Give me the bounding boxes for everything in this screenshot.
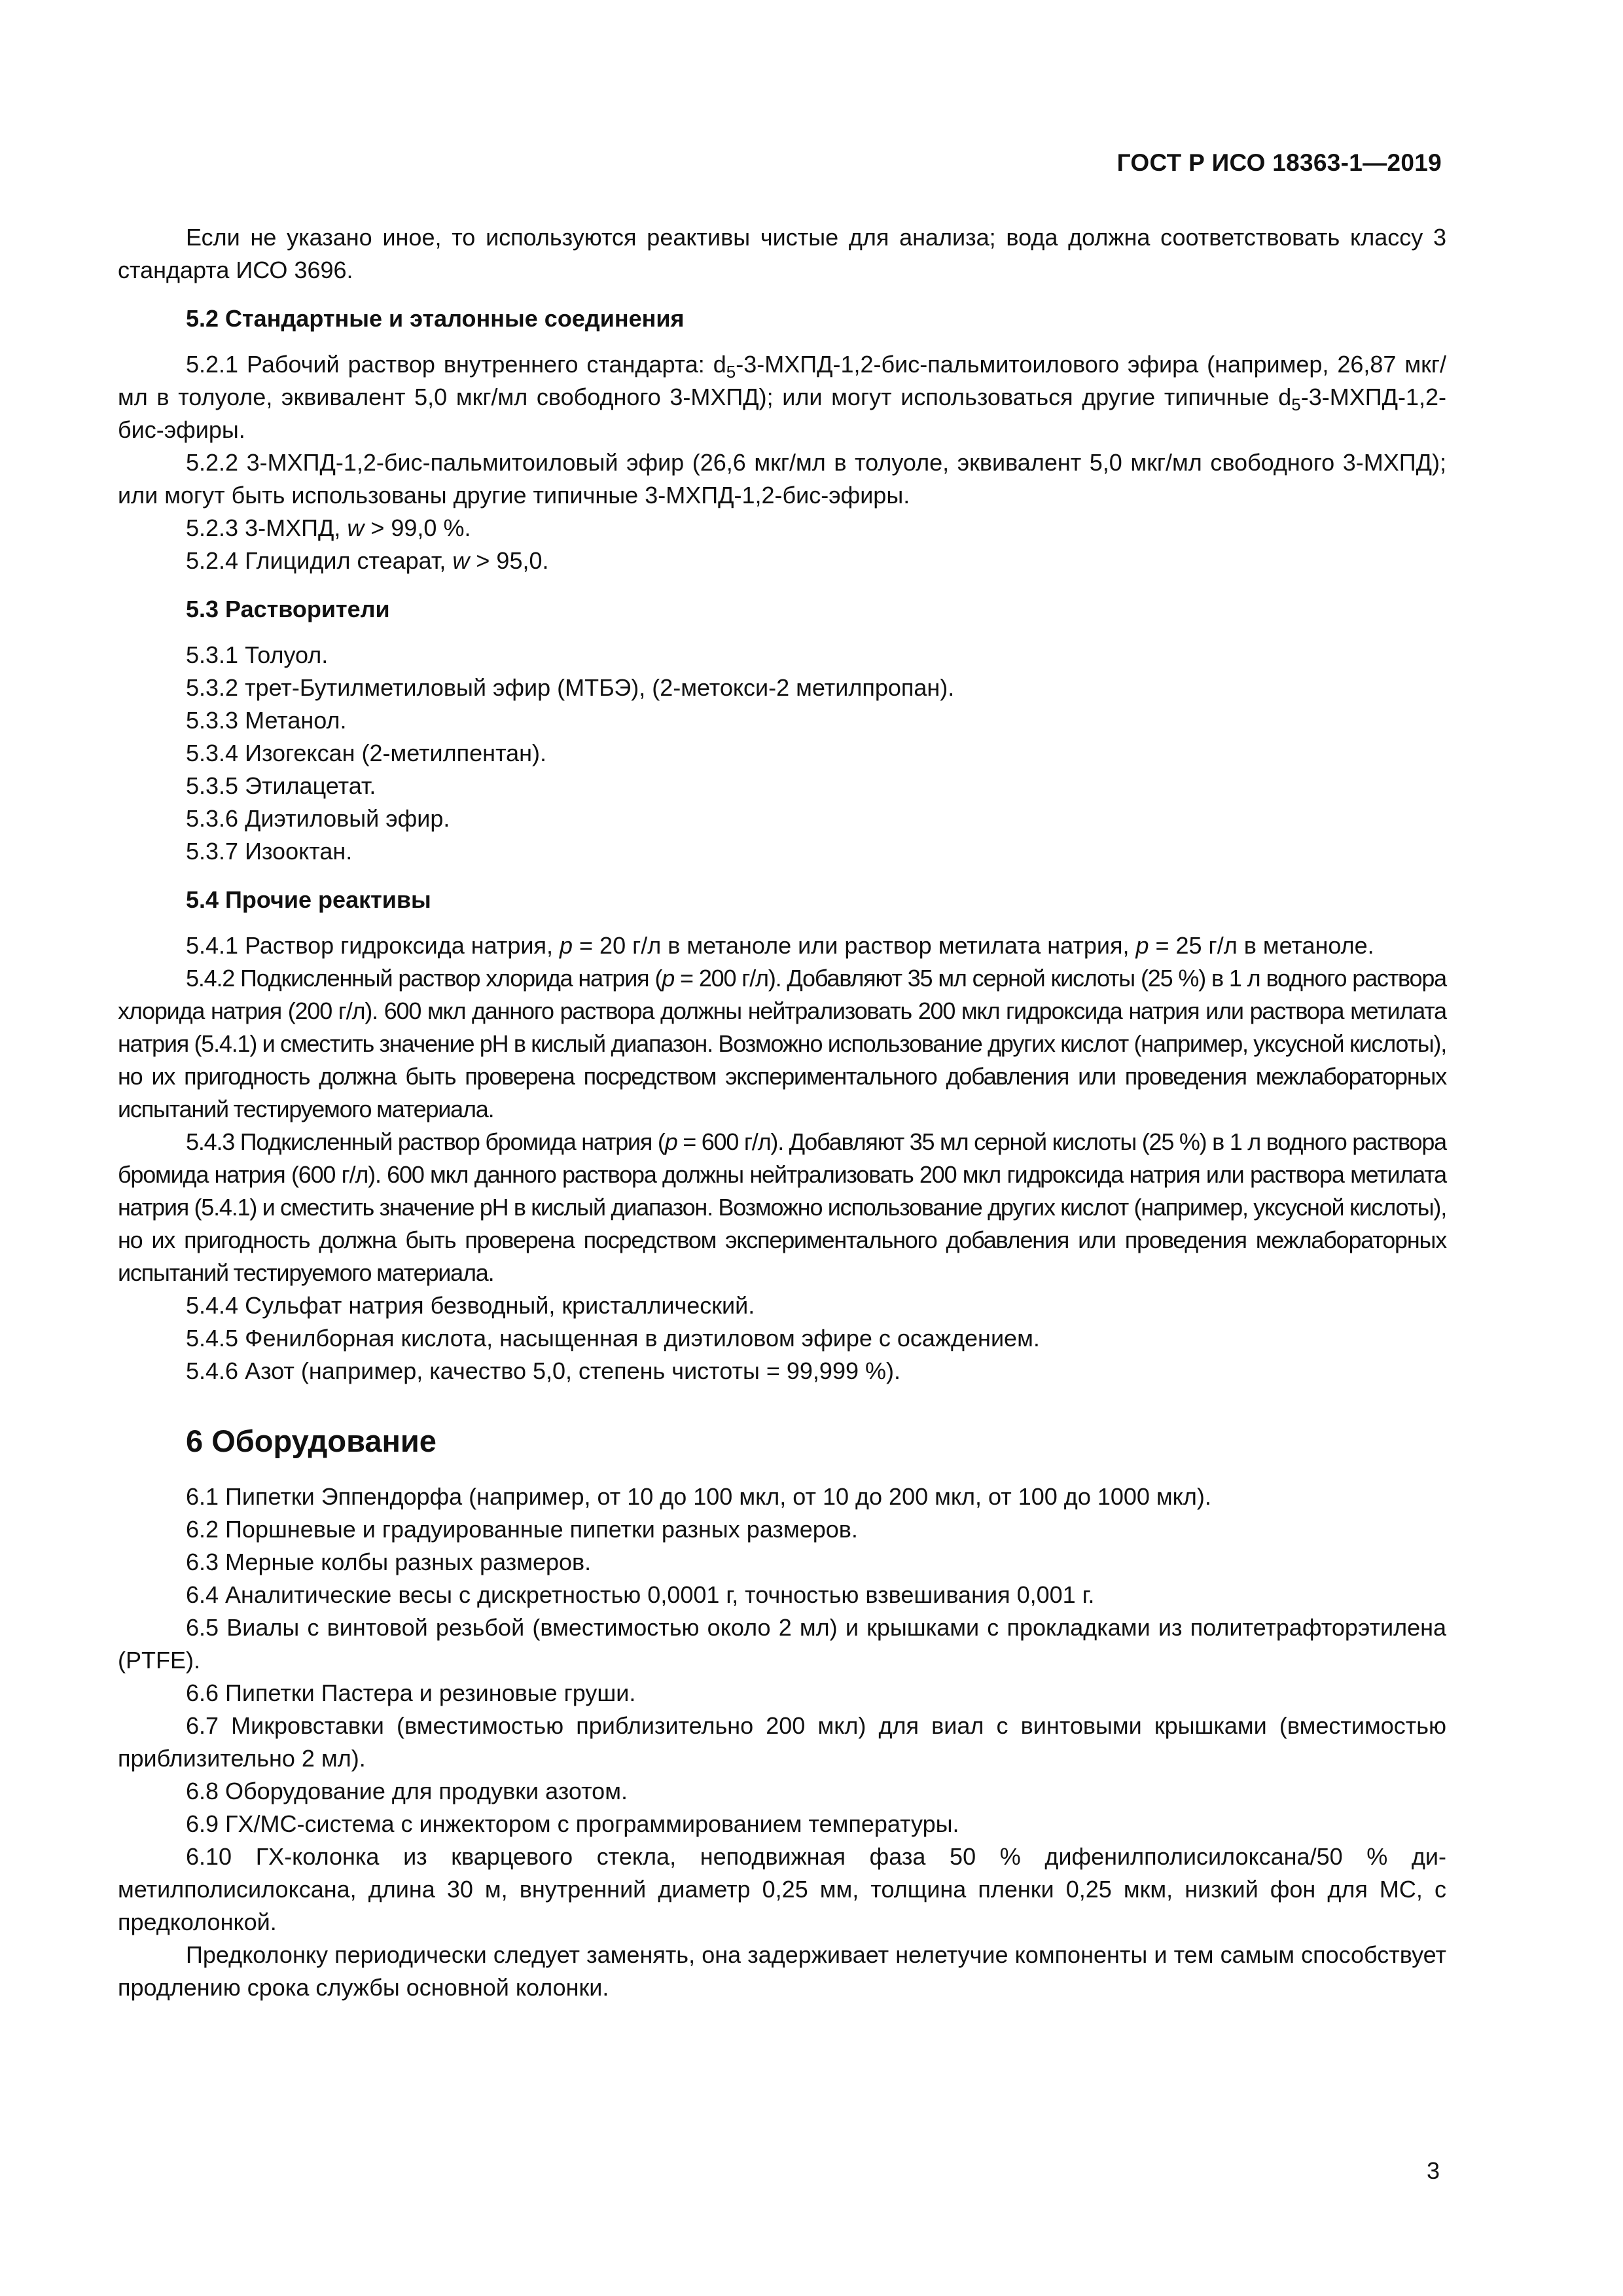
text-run: -3-МХПД-1,2-бис-эфиры. [118,384,1446,443]
list-item: 5.3.1 Толуол. [186,641,329,668]
section-5-2-heading: 5.2 Стандартные и эталонные соединения [186,305,685,332]
text-run: 5.4.3 Подкисленный раствор бромида натрия ( [186,1128,665,1155]
section-5-3-heading: 5.3 Растворители [186,596,390,622]
variable: p [664,1128,677,1155]
section-5-4-heading: 5.4 Прочие реактивы [186,886,431,913]
list-item: 5.3.5 Этилацетат. [186,772,376,799]
text-run: 5.2.3 3-МХПД, [186,514,348,541]
list-item: 5.4.4 Сульфат натрия безводный, кристаллический. [186,1292,755,1319]
subscript: 5 [1291,395,1301,414]
list-item: 6.4 Аналитические весы с дискретностью 0,0001 г, точностью взвешивания 0,001 г. [186,1581,1095,1608]
list-item: 5.3.7 Изооктан. [186,838,353,865]
list-item: 5.3.3 Метанол. [186,707,347,734]
list-item: 5.3.4 Изогексан (2-метилпентан). [186,740,547,766]
variable: p [662,965,675,992]
list-item: 5.3.6 Диэтиловый эфир. [186,805,450,832]
text-run: 5.2.4 Глицидил стеарат, [186,547,453,574]
text-run: 5.4.2 Подкисленный раствор хлорида натрия ( [186,965,662,992]
list-item: 6.7 Микровставки (вместимостью приблизительно 200 мкл) для виал с винтовыми крышками (вместимостью приблизительно 2 мл). [118,1712,1446,1772]
text-run: > 99,0 %. [364,514,471,541]
text-run: = 200 г/л). Добавляют 35 мл серной кислоты (25 %) в 1 л водного раствора хлорида натрия (200 г/л). 600 мкл данного раствора должны нейтрализовать 200 мкл гидроксида натрия или раствора метилата натрия (5.4.1) и сместить значение рН в кислый диапазон. Возможно использование других кислот (например, уксусной кислоты), но их пригодность должна быть проверена посредством экспериментального добавления или проведения межлабораторных испытаний тестируемого материала. [118,965,1446,1122]
variable: p [1135,932,1149,959]
list-item: 6.6 Пипетки Пастера и резиновые груши. [186,1679,636,1706]
list-item: 6.9 ГХ/МС-система с инжектором с программированием температуры. [186,1810,959,1837]
paragraph-5-2-2: 5.2.2 3-МХПД-1,2-бис-пальмитоиловый эфир (26,6 мкг/мл в толуоле, эквивалент 5,0 мкг/мл свободного 3-МХПД); или могут быть использованы другие типичные 3-МХПД-1,2-бис-эфиры. [118,449,1446,509]
paragraph-5-4-2 [118,962,1446,1126]
variable: w [452,547,470,574]
list-item: 6.1 Пипетки Эппендорфа (например, от 10 до 100 мкл, от 10 до 200 мкл, от 100 до 1000 мкл). [186,1483,1211,1510]
paragraph-5-2-3 [118,512,1446,545]
text-run: > 95,0. [469,547,549,574]
list-item: 6.2 Поршневые и градуированные пипетки разных размеров. [186,1516,858,1543]
variable: w [347,514,365,541]
variable: p [559,932,573,959]
subscript: 5 [726,362,736,382]
text-run: = 25 г/л в метаноле. [1149,932,1374,959]
list-item: 6.8 Оборудование для продувки азотом. [186,1778,628,1804]
list-item: 5.4.5 Фенилборная кислота, насыщенная в диэтиловом эфире с осаждением. [186,1325,1040,1352]
page-number: 3 [1426,2157,1440,2184]
list-item: 6.3 Мерные колбы разных размеров. [186,1549,592,1575]
chapter-6-heading: 6 Оборудование [186,1424,437,1458]
text-run: = 600 г/л). Добавляют 35 мл серной кислоты (25 %) в 1 л водного раствора бромида натрия (600 г/л). 600 мкл данного раствора должны нейтрализовать 200 мкл гидроксида натрия или раствора метилата натрия (5.4.1) и сместить значение рН в кислый диапазон. Возможно использование других кислот (например, уксусной кислоты), но их пригодность должна быть проверена посредством экспериментального добавления или проведения межлабораторных испытаний тестируемого материала. [118,1128,1446,1286]
list-item: 5.3.2 трет-Бутилметиловый эфир (МТБЭ), (2-метокси-2 метилпропан). [186,674,955,701]
text-run: 5.4.1 Раствор гидроксида натрия, [186,932,560,959]
standard-code-header: ГОСТ Р ИСО 18363-1—2019 [1116,149,1442,176]
paragraph-5-2-1 [118,348,1446,446]
list-item: 6.5 Виалы с винтовой резьбой (вместимостью около 2 мл) и крышками с прокладками из политетрафторэтилена (PTFE). [118,1614,1446,1674]
paragraph-5-2-4 [118,545,1446,577]
text-run: -3-МХПД-1,2-бис-пальмитоилового эфира (например, 26,87 мкг/мл в толуоле, эквивалент 5,0 мкг/мл свободного 3-МХПД); или могут использоваться другие типичные d [118,351,1446,410]
list-item: 6.10 ГХ-колонка из кварцевого стекла, неподвижная фаза 50 % дифенилполисилоксана/50 % диметилполисилоксана, длина 30 м, внутренний диаметр 0,25 мм, толщина пленки 0,25 мкм, низкий фон для МС, с предколонкой. [118,1843,1446,1935]
note-paragraph: Предколонку периодически следует заменять, она задерживает нелетучие компоненты и тем самым способствует продлению срока службы основной колонки. [118,1941,1446,2001]
paragraph-5-4-3 [118,1126,1446,1289]
intro-paragraph: Если не указано иное, то используются реактивы чистые для анализа; вода должна соответствовать классу 3 стандарта ИСО 3696. [118,224,1446,283]
paragraph-5-4-1 [118,929,1446,962]
text-run: = 20 г/л в метаноле или раствор метилата натрия, [573,932,1136,959]
text-run: 5.2.1 Рабочий раствор внутреннего стандарта: d [186,351,726,378]
list-item: 5.4.6 Азот (например, качество 5,0, степень чистоты = 99,999 %). [186,1357,901,1384]
page-content [118,221,1446,2004]
